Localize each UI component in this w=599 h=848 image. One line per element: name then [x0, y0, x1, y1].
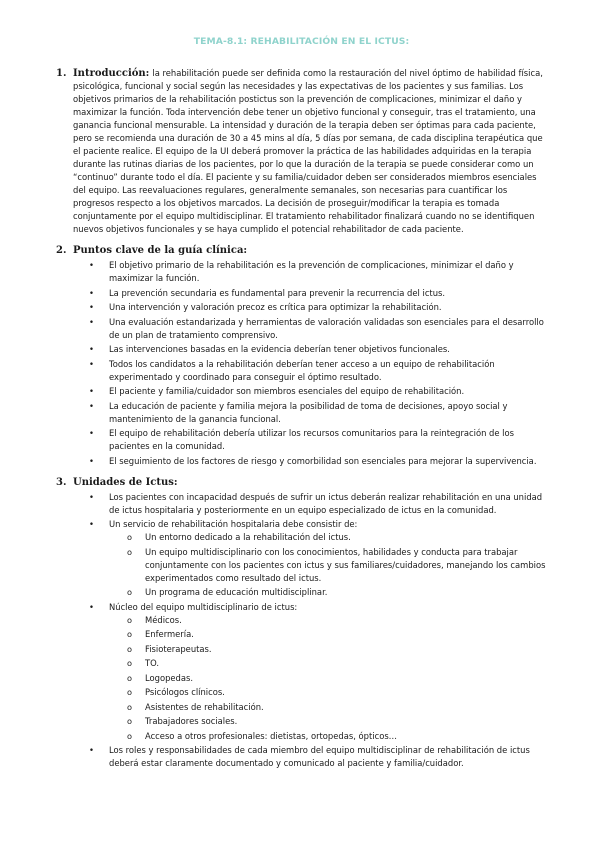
- sub-list-item: o Médicos.: [127, 614, 182, 625]
- section-heading: Unidades de Ictus:: [73, 476, 178, 488]
- bullet-icon: •: [89, 519, 94, 529]
- sub-list: [109, 531, 547, 599]
- circle-bullet-icon: o: [127, 730, 133, 741]
- circle-bullet-icon: o: [127, 687, 133, 697]
- list-item: • Una evaluación estandarizada y herramientas de valoración validadas son esenciales para el desarrollo de un plan de tratamiento comprensivo.: [89, 316, 544, 340]
- section-unidades-ictus: [56, 476, 547, 771]
- section-number: 2.: [56, 245, 67, 256]
- stroke-units-list: [56, 491, 547, 771]
- sub-list-item: o Un entorno dedicado a la rehabilitación del ictus.: [127, 532, 351, 542]
- sub-list-item: o Asistentes de rehabilitación.: [127, 701, 264, 712]
- section-paragraph: la rehabilitación puede ser definida como la restauración del nivel óptimo de habilidad física, psicológica, funcional y social según las necesidades y las expectativas de los pacientes y sus familias. Los objetivos primarios de la rehabilitación postictus son la prevención de complicaciones, minimizar el daño y maximizar la función. Toda intervención debe tener un objetivo funcional y conseguir, tras el tratamiento, una ganancia funcional mensurable. La intensidad y duración de la terapia deben ser óptimas para cada paciente, pero se recomienda una duración de 30 a 45 mins al día, 5 días por semana, de cada disciplina terapéutica que el paciente realice. El equipo de la UI deberá promover la práctica de las habilidades adquiridas en la terapia durante las rutinas diarias de los pacientes, por lo que la duración de la terapia se puede considerar como un “continuo” durante todo el día. El paciente y su familia/cuidador deben ser considerados miembros esenciales del equipo. Las reevaluaciones regulares, generalmente semanales, son necesarias para cuantificar los progresos respecto a los objetivos marcados. La decisión de proseguir/modificar la terapia es tomada conjuntamente por el equipo multidisciplinar. El tratamiento rehabilitador finalizará cuando no se identifiquen nuevos objetivos funcionales y se haya cumplido el potencial rehabilitador de cada paciente.: [73, 68, 543, 234]
- bullet-icon: •: [89, 260, 94, 270]
- sub-list-item: o Trabajadores sociales.: [127, 716, 238, 726]
- sub-list-item: o Psicólogos clínicos.: [127, 687, 225, 697]
- section-heading: Introducción:: [73, 68, 150, 79]
- list-item: • La prevención secundaria es fundamental para prevenir la recurrencia del ictus.: [89, 287, 446, 298]
- bullet-icon: •: [89, 386, 94, 396]
- sub-list-item: o Logopedas.: [127, 672, 194, 683]
- sub-list-item: o Fisioterapeutas.: [127, 643, 212, 654]
- bullet-icon: •: [89, 491, 94, 502]
- sub-list: [109, 614, 547, 743]
- bullet-icon: •: [89, 428, 94, 438]
- sub-list-item: o TO.: [127, 658, 160, 668]
- sub-list-item: o Un equipo multidisciplinario con los conocimientos, habilidades y conducta para trabajar conjuntamente con los pacientes con ictus y sus familiares/cuidadores, manejando los cambios experimentados como resultado del ictus.: [127, 546, 546, 583]
- bullet-icon: •: [89, 601, 94, 612]
- circle-bullet-icon: o: [127, 532, 133, 542]
- list-item: • El equipo de rehabilitación debería utilizar los recursos comunitarios para la reintegración de los pacientes en la comunidad.: [89, 428, 514, 451]
- sub-list-item: o Enfermería.: [127, 629, 194, 639]
- circle-bullet-icon: o: [127, 614, 133, 625]
- sub-list-item: o Un programa de educación multidisciplinar.: [127, 587, 328, 597]
- circle-bullet-icon: o: [127, 701, 133, 712]
- list-item: • El objetivo primario de la rehabilitación es la prevención de complicaciones, minimizar el daño y maximizar la función.: [89, 260, 514, 283]
- bullet-icon: •: [89, 287, 94, 298]
- list-item: • Una intervención y valoración precoz es crítica para optimizar la rehabilitación.: [89, 302, 442, 312]
- circle-bullet-icon: o: [127, 643, 133, 654]
- circle-bullet-icon: o: [127, 672, 133, 683]
- circle-bullet-icon: o: [127, 629, 133, 639]
- section-heading: Puntos clave de la guía clínica:: [73, 245, 248, 256]
- list-item: • Los pacientes con incapacidad después de sufrir un ictus deberán realizar rehabilitación en una unidad de ictus hospitalaria y posteriormente en un equipo especializado de ictus en la comunidad.: [89, 491, 543, 515]
- circle-bullet-icon: o: [127, 716, 133, 726]
- section-introduccion: [56, 67, 547, 236]
- list-item: • El paciente y familia/cuidador son miembros esenciales del equipo de rehabilitación.: [89, 386, 465, 396]
- section-puntos-clave: [56, 244, 547, 468]
- bullet-icon: •: [89, 316, 94, 327]
- list-item: • Los roles y responsabilidades de cada miembro del equipo multidisciplinar de rehabilitación de ictus deberá estar claramente documentado y comunicado al paciente y familia/cuidador.: [89, 745, 530, 768]
- bullet-icon: •: [89, 302, 94, 312]
- list-item: • Las intervenciones basadas en la evidencia deberían tener objetivos funcionales.: [89, 344, 450, 354]
- section-number: 3.: [56, 476, 67, 488]
- circle-bullet-icon: o: [127, 587, 133, 597]
- list-item: • El seguimiento de los factores de riesgo y comorbilidad son esenciales para mejorar la supervivencia.: [89, 455, 537, 466]
- page-title: TEMA-8.1: REHABILITACIÓN EN EL ICTUS:: [193, 36, 410, 47]
- bullet-icon: •: [89, 745, 94, 755]
- list-item: • La educación de paciente y familia mejora la posibilidad de toma de decisiones, apoyo social y mantenimiento de la ganancia funcional.: [89, 400, 508, 424]
- bullet-icon: •: [89, 455, 94, 466]
- circle-bullet-icon: o: [127, 546, 133, 557]
- section-number: 1.: [56, 68, 67, 79]
- list-item: • Un servicio de rehabilitación hospitalaria debe consistir de: o Un entorno dedicado a la rehabilitación del ictus. o Un equipo multidisciplinario con los conocimientos, habilidades y conducta para trabajar conjuntamente con los pacientes con ictus y sus familiares/cuidadores, manejando los cambios experimentados como resultado del ictus. o Un programa de educación multidisciplinar.: [89, 519, 546, 597]
- list-item: • Todos los candidatos a la rehabilitación deberían tener acceso a un equipo de rehabilitación experimentado y coordinado para conseguir el óptimo resultado.: [89, 358, 495, 382]
- bullet-icon: •: [89, 400, 94, 411]
- key-points-list: [56, 259, 547, 468]
- sub-list-item: o Acceso a otros profesionales: dietistas, ortopedas, ópticos…: [127, 730, 398, 741]
- bullet-icon: •: [89, 344, 94, 354]
- bullet-icon: •: [89, 358, 94, 369]
- list-item: • Núcleo del equipo multidisciplinario de ictus: o Médicos. o Enfermería. o Fisioterapeutas. o TO. o Logopedas. o Psicólogos clínicos. o Asistentes de rehabilitación. o Trabajadores sociales. o Acceso a otros profesionales: dietistas, ortopedas, ópticos…: [109, 601, 547, 743]
- circle-bullet-icon: o: [127, 658, 133, 668]
